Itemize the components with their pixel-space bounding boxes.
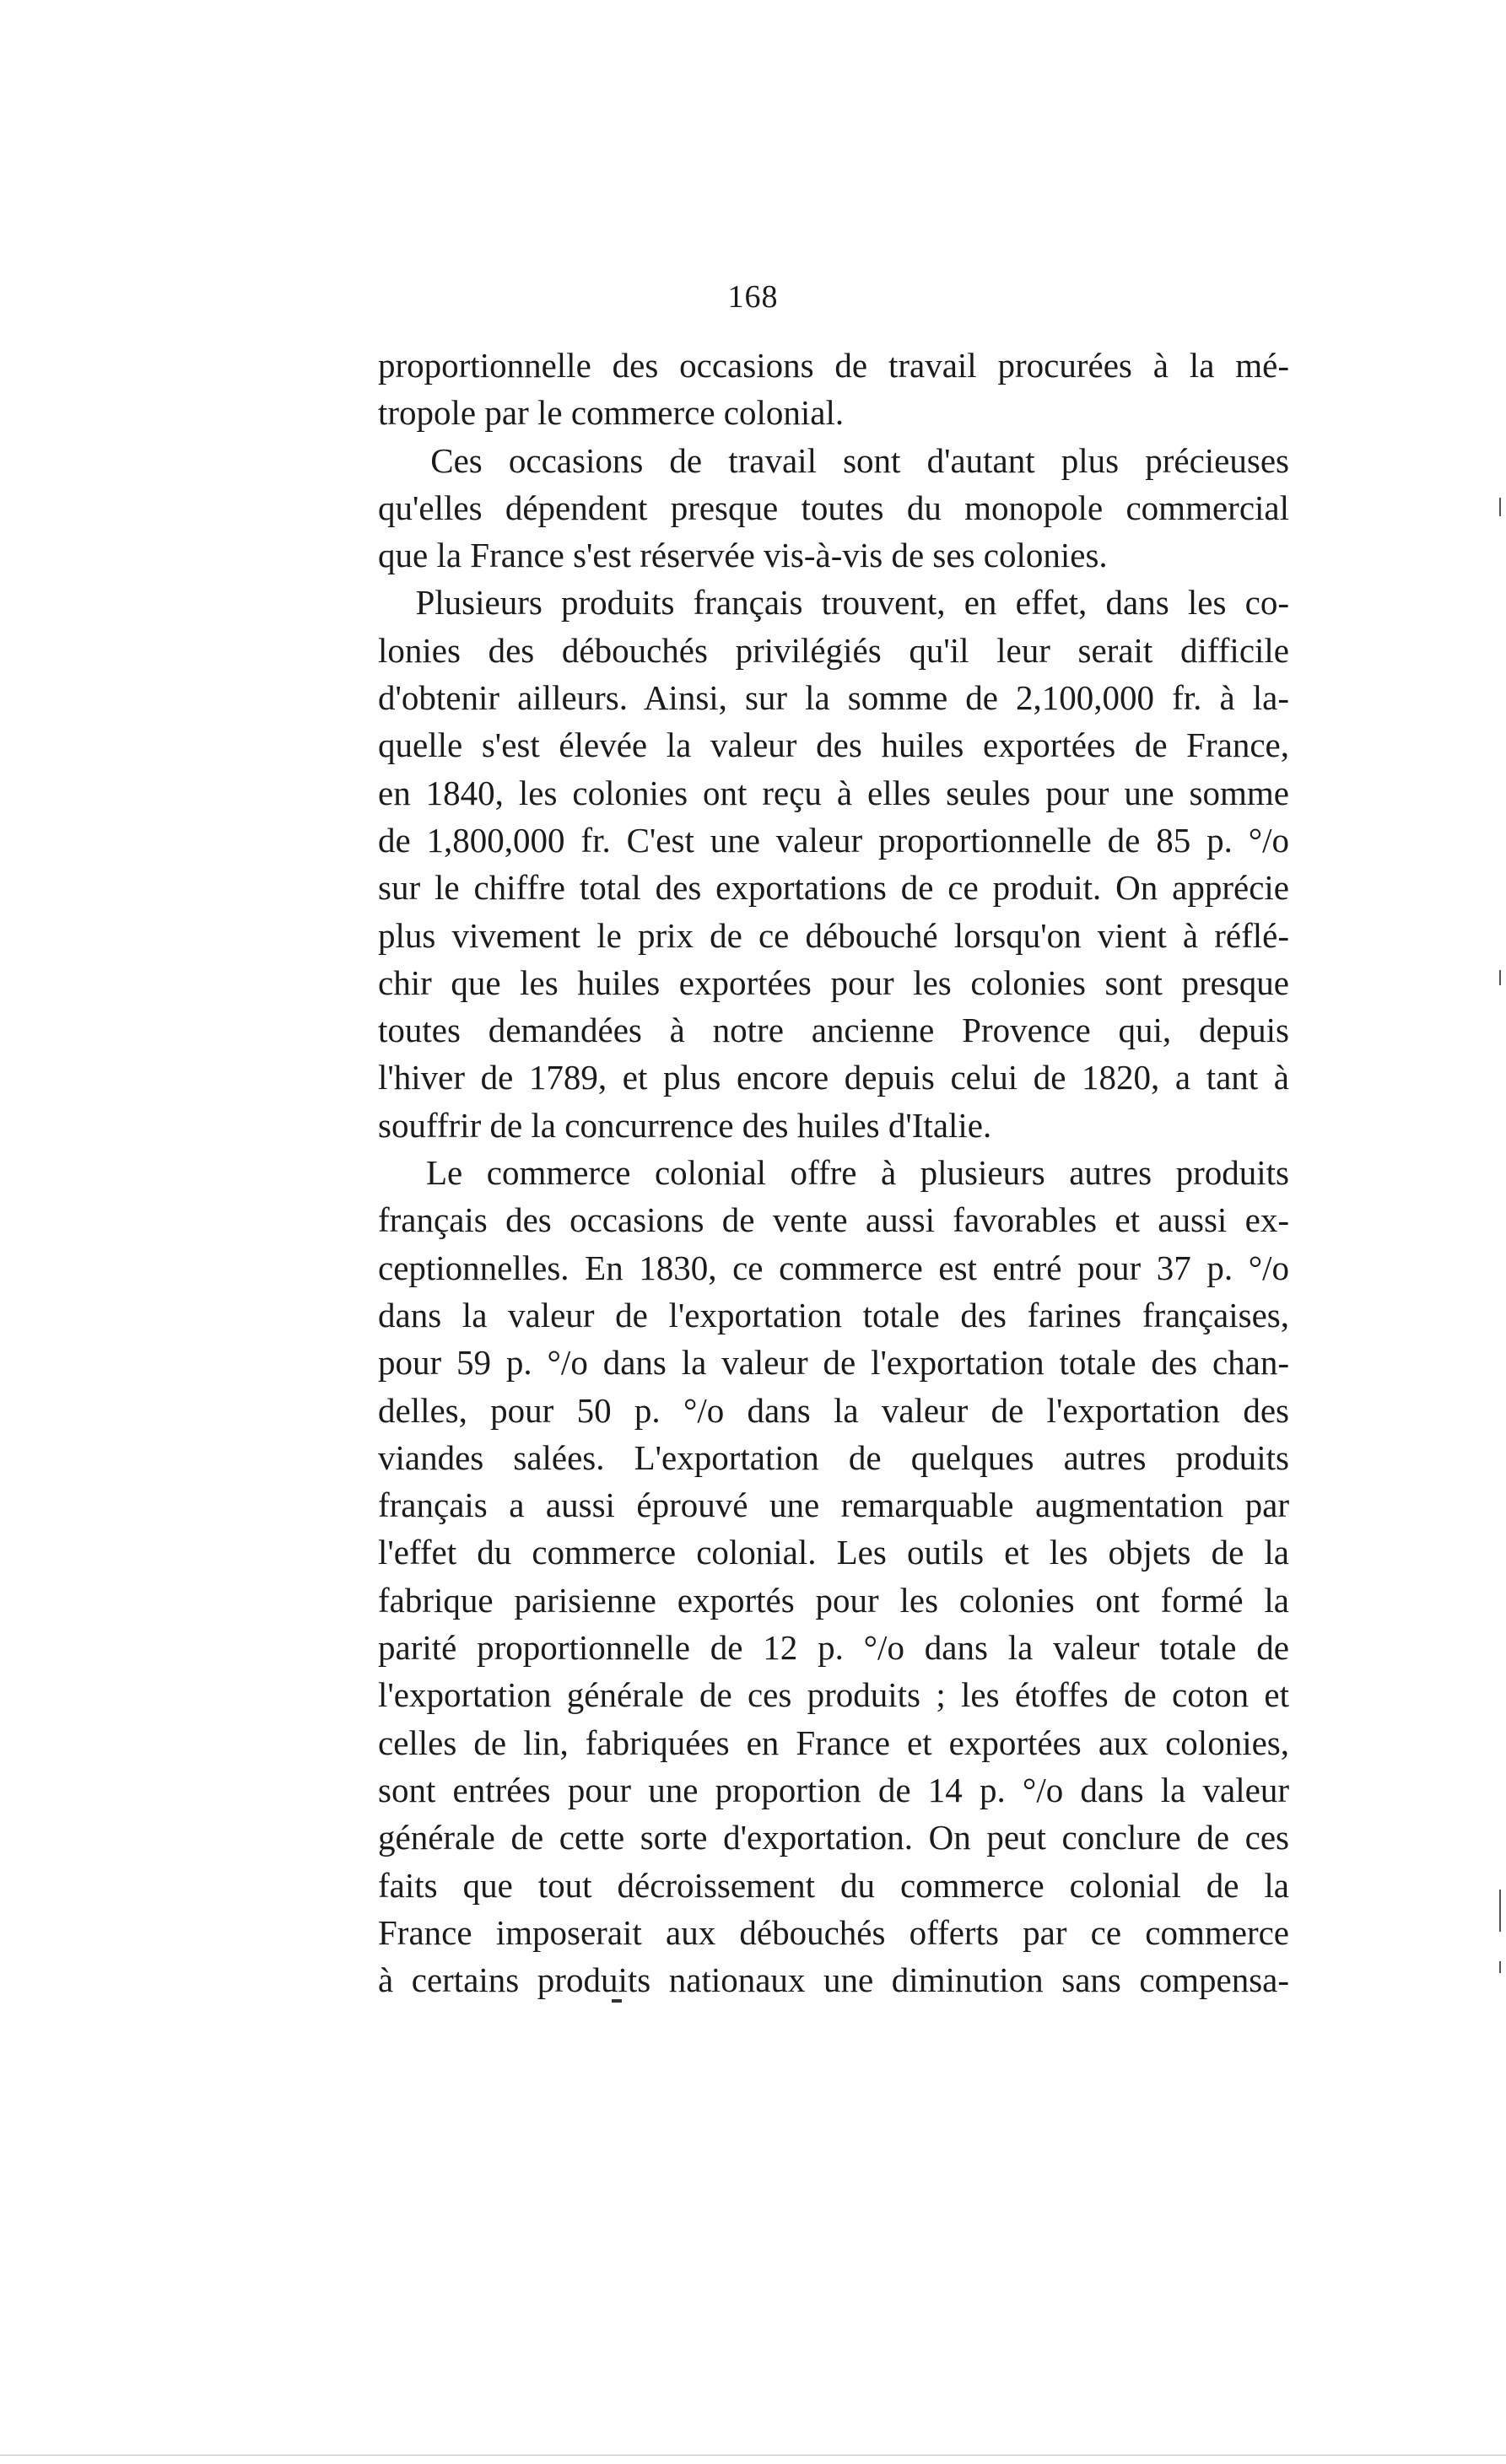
text-line: Le commerce colonial offre à plusieurs autres produits: [378, 1153, 1289, 1193]
text-line: l'hiver de 1789, et plus encore depuis celui de 1820, a tant à: [378, 1058, 1289, 1097]
text-line: en 1840, les colonies ont reçu à elles seules pour une somme: [378, 773, 1289, 812]
text-line: l'effet du commerce colonial. Les outils et les objets de la: [378, 1533, 1289, 1572]
text-line: français des occasions de vente aussi favorables et aussi ex-: [378, 1200, 1289, 1240]
text-line: sur le chiffre total des exportations de ce produit. On apprécie: [378, 868, 1289, 908]
text-line: Ces occasions de travail sont d'autant plus précieuses: [378, 440, 1289, 480]
text-line: souffrir de la concurrence des huiles d'Italie.: [378, 1105, 992, 1145]
text-line: celles de lin, fabriquées en France et exportées aux colonies,: [378, 1723, 1289, 1762]
body-text: [378, 342, 1289, 2003]
text-line: Plusieurs produits français trouvent, en effet, dans les co-: [378, 583, 1289, 623]
text-line: lonies des débouchés privilégiés qu'il leur serait difficile: [378, 630, 1289, 670]
text-line: France imposerait aux débouchés offerts par ce commerce: [378, 1912, 1289, 1952]
text-line: faits que tout décroissement du commerce colonial de la: [378, 1865, 1289, 1905]
text-line: quelle s'est élevée la valeur des huiles exportées de France,: [378, 725, 1289, 765]
page-number: 168: [727, 279, 779, 315]
scan-speck: [1499, 498, 1501, 516]
scan-speck: [1499, 970, 1501, 985]
scan-speck: [1499, 1890, 1501, 1932]
text-line: qu'elles dépendent presque toutes du monopole commercial: [378, 488, 1289, 527]
text-line: l'exportation générale de ces produits ; les étoffes de coton et: [378, 1675, 1289, 1715]
text-line: pour 59 p. °/o dans la valeur de l'exportation totale des chan-: [378, 1343, 1289, 1383]
text-line: viandes salées. L'exportation de quelques autres produits: [378, 1437, 1289, 1477]
text-line: fabrique parisienne exportés pour les colonies ont formé la: [378, 1580, 1289, 1620]
text-line: ceptionnelles. En 1830, ce commerce est entré pour 37 p. °/o: [378, 1248, 1289, 1287]
text-line: proportionnelle des occasions de travail procurées à la mé-: [378, 346, 1289, 385]
text-line: que la France s'est réservée vis-à-vis de ses colonies.: [378, 536, 1108, 575]
text-line: à certains produits nationaux une diminution sans compensa-: [378, 1960, 1289, 2000]
text-line: plus vivement le prix de ce débouché lorsqu'on vient à réflé-: [378, 915, 1289, 955]
text-line: delles, pour 50 p. °/o dans la valeur de l'exportation des: [378, 1390, 1289, 1430]
text-line: de 1,800,000 fr. C'est une valeur proportionnelle de 85 p. °/o: [378, 820, 1289, 860]
text-line: dans la valeur de l'exportation totale des farines françaises,: [378, 1295, 1289, 1334]
text-line: chir que les huiles exportées pour les colonies sont presque: [378, 962, 1289, 1002]
ink-mark: [612, 1999, 622, 2003]
scan-speck: [1499, 1961, 1501, 1973]
text-line: parité proportionnelle de 12 p. °/o dans la valeur totale de: [378, 1628, 1289, 1668]
text-line: français a aussi éprouvé une remarquable augmentation par: [378, 1485, 1289, 1525]
text-line: sont entrées pour une proportion de 14 p. °/o dans la valeur: [378, 1770, 1289, 1809]
text-line: générale de cette sorte d'exportation. On peut conclure de ces: [378, 1818, 1289, 1857]
text-line: tropole par le commerce colonial.: [378, 393, 845, 433]
text-line: d'obtenir ailleurs. Ainsi, sur la somme de 2,100,000 fr. à la-: [378, 678, 1289, 718]
scan-edge: [0, 2455, 1506, 2456]
text-line: toutes demandées à notre ancienne Provence qui, depuis: [378, 1011, 1289, 1050]
